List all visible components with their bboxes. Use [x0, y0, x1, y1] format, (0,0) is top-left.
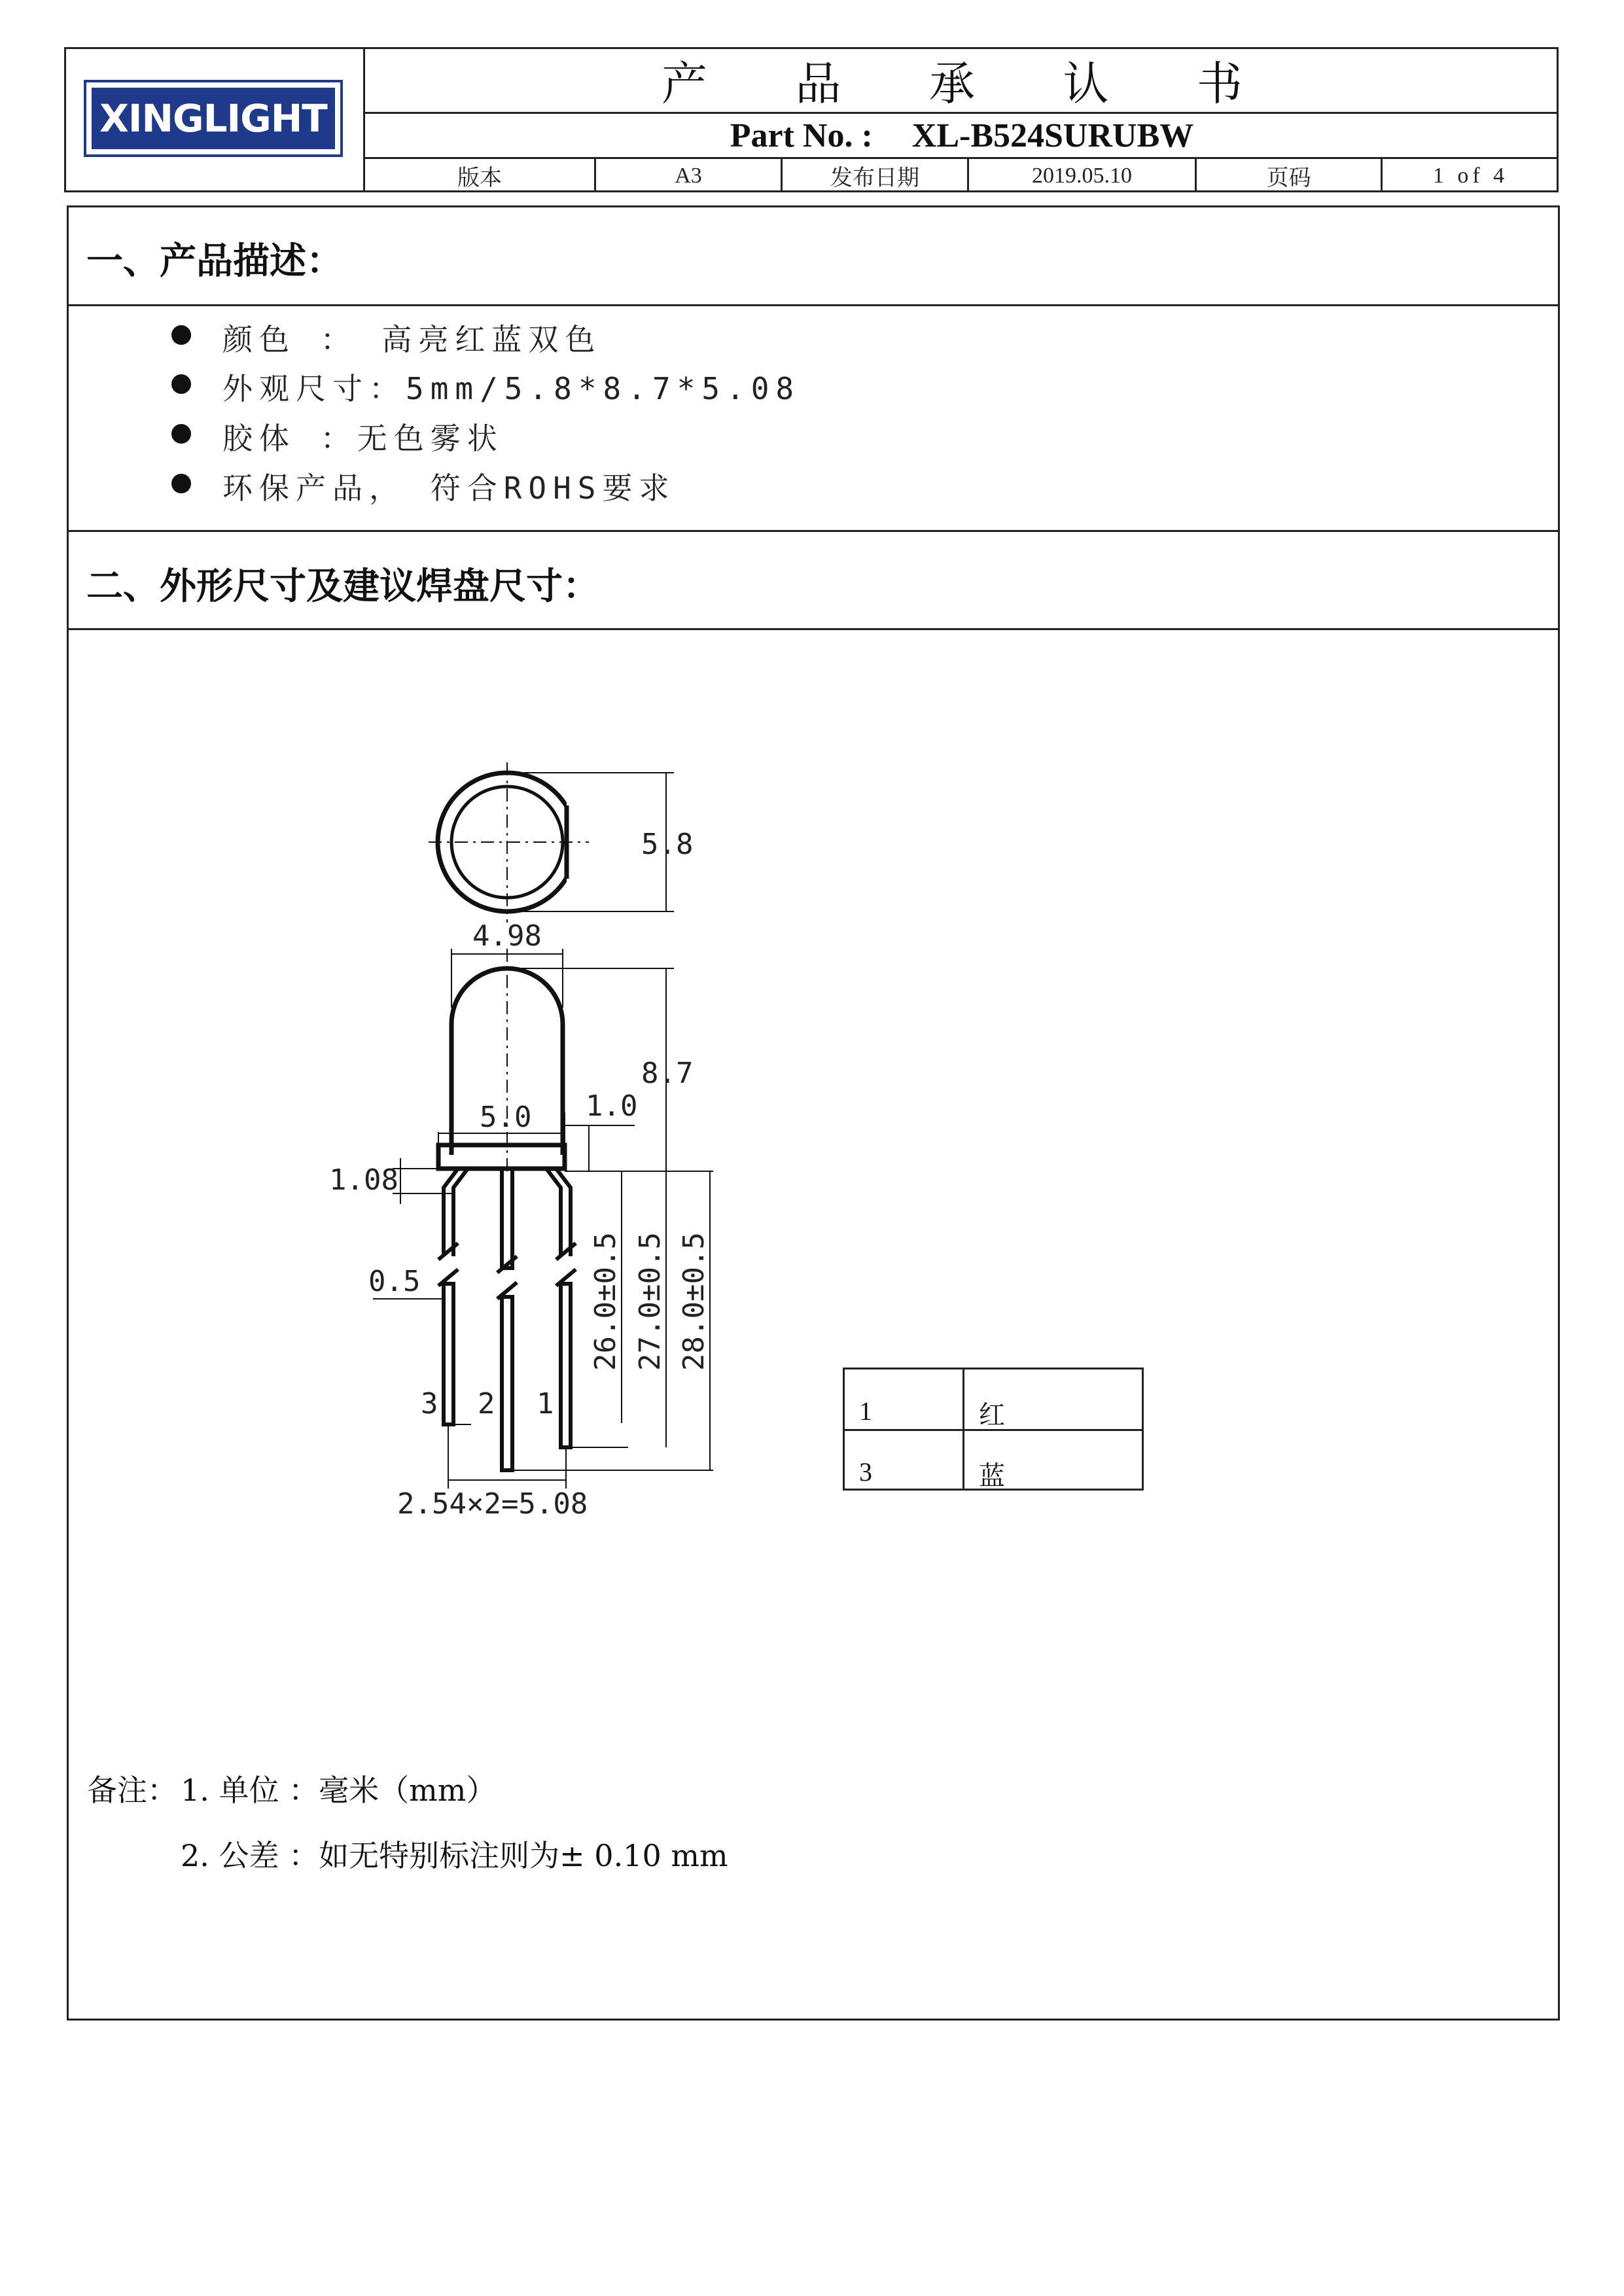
pin-label-2: 2 — [478, 1387, 495, 1421]
dim-lead-length-1: 26.0±0.5 — [589, 1232, 622, 1371]
note-tolerance: 2. 公差 ：如无特别标注则为± 0.10 mm — [181, 1838, 728, 1873]
lead-2-upper — [502, 1169, 512, 1268]
pin-color-table — [843, 1368, 1144, 1491]
notes-prefix: 备注： — [87, 1773, 177, 1808]
version-label: 版本 — [457, 166, 502, 190]
lead-1-lower — [561, 1284, 571, 1447]
led-flange — [438, 1145, 565, 1169]
pin-label-1: 1 — [537, 1387, 554, 1421]
color-cell: 蓝 — [979, 1461, 1005, 1491]
page-label: 页码 — [1266, 166, 1311, 190]
lead-2-lower — [502, 1297, 512, 1470]
version-value: A3 — [675, 163, 702, 188]
color-cell: 红 — [979, 1400, 1005, 1430]
note-unit: 1. 单位 ：毫米（mm） — [181, 1773, 497, 1808]
doc-title: 产 品 承 认 书 — [661, 57, 1262, 111]
pin-label-3: 3 — [421, 1387, 438, 1421]
bullet-dot — [171, 325, 191, 345]
list-item: 颜色 ： 高亮红蓝双色 — [222, 322, 602, 357]
company-logo — [84, 80, 343, 157]
pin-cell: 3 — [859, 1457, 872, 1487]
dim-flange-offset: 1.0 — [586, 1089, 638, 1123]
release-date-label: 发布日期 — [830, 166, 919, 190]
dim-pitch: 2.54×2=5.08 — [397, 1487, 588, 1521]
dim-flange-height: 1.08 — [329, 1163, 398, 1197]
dim-lead-length-2: 27.0±0.5 — [633, 1232, 667, 1371]
dim-lens-width: 4.98 — [472, 919, 542, 953]
dim-flange-width: 5.0 — [480, 1101, 532, 1134]
part-no-value: XL-B524SURUBW — [911, 116, 1194, 154]
list-item: 环保产品， 符合ROHS要求 — [222, 470, 676, 506]
logo-text: XINGLIGHT — [99, 96, 327, 141]
bullet-dot — [171, 424, 191, 444]
led-dimension-drawing — [294, 739, 752, 1538]
part-no-label: Part No. : — [730, 116, 873, 154]
list-item: 外观尺寸：5mm/5.8*8.7*5.08 — [222, 371, 801, 406]
lead-3-lower — [444, 1284, 453, 1424]
page-value: 1 of 4 — [1432, 163, 1509, 188]
section2-title: 二、外形尺寸及建议焊盘尺寸： — [86, 565, 599, 608]
list-item: 胶体 ：无色雾状 — [222, 421, 504, 456]
dim-lead-length-3: 28.0±0.5 — [677, 1232, 711, 1371]
dim-top-diameter: 5.8 — [641, 828, 694, 861]
dim-height: 8.7 — [641, 1057, 694, 1090]
dim-lead-width: 0.5 — [368, 1265, 421, 1298]
part-number-row — [365, 114, 1559, 157]
release-date-value: 2019.05.10 — [1032, 163, 1132, 188]
pin-cell: 1 — [859, 1396, 872, 1426]
section1-title: 一、产品描述： — [86, 240, 343, 283]
bullet-dot — [171, 474, 191, 493]
bullet-dot — [171, 374, 191, 394]
